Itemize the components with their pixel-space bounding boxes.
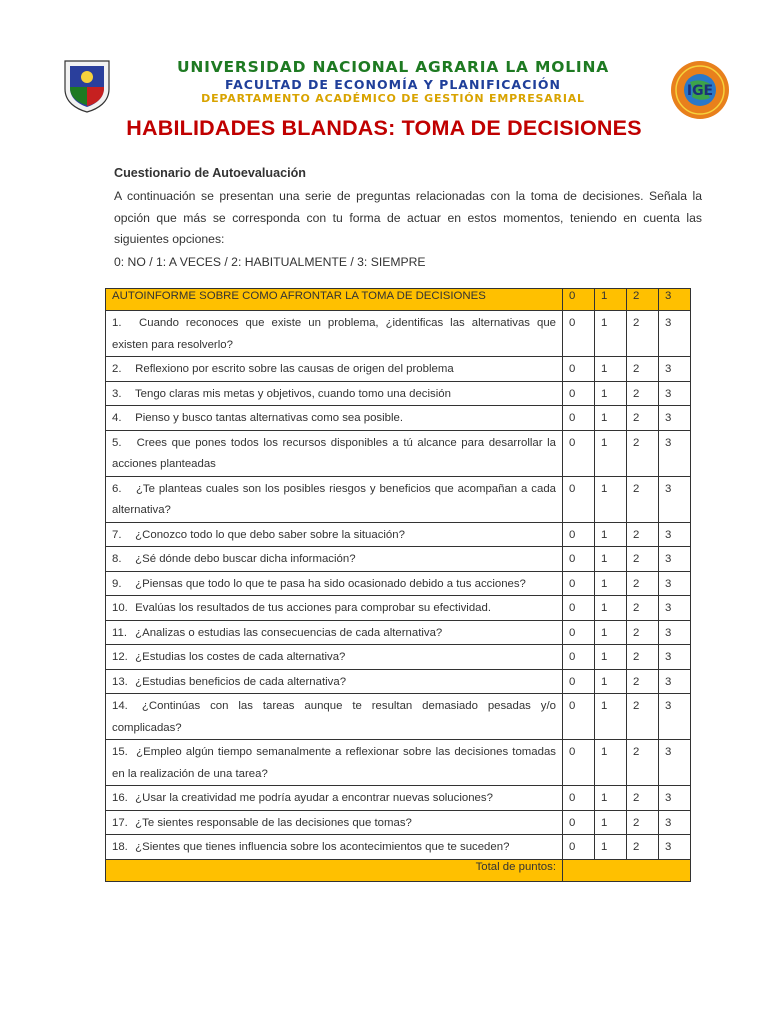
option-cell-1[interactable]: 1 xyxy=(595,669,627,694)
option-cell-0[interactable]: 0 xyxy=(563,620,595,645)
option-cell-1[interactable]: 1 xyxy=(595,311,627,357)
option-cell-2[interactable]: 2 xyxy=(627,669,659,694)
question-row xyxy=(106,357,691,382)
question-text-cell xyxy=(106,430,563,476)
table-header-row xyxy=(106,289,691,311)
option-cell-3[interactable]: 3 xyxy=(659,786,691,811)
option-cell-1[interactable]: 1 xyxy=(595,571,627,596)
option-cell-3[interactable]: 3 xyxy=(659,596,691,621)
question-number: 1. xyxy=(112,317,122,329)
option-cell-0[interactable]: 0 xyxy=(563,311,595,357)
question-text-cell xyxy=(106,522,563,547)
option-cell-0[interactable]: 0 xyxy=(563,406,595,431)
question-text-cell xyxy=(106,810,563,835)
option-cell-2[interactable]: 2 xyxy=(627,571,659,596)
option-cell-2[interactable]: 2 xyxy=(627,810,659,835)
total-score-cell[interactable] xyxy=(563,859,691,881)
question-number: 13. xyxy=(112,675,128,688)
option-cell-0[interactable]: 0 xyxy=(563,669,595,694)
option-header-1: 1 xyxy=(595,289,627,311)
option-cell-1[interactable]: 1 xyxy=(595,522,627,547)
option-cell-0[interactable]: 0 xyxy=(563,810,595,835)
university-name: UNIVERSIDAD NACIONAL AGRARIA LA MOLINA xyxy=(176,58,610,76)
option-cell-1[interactable]: 1 xyxy=(595,694,627,740)
option-cell-1[interactable]: 1 xyxy=(595,740,627,786)
question-number: 2. xyxy=(112,363,122,375)
question-number: 6. xyxy=(112,482,122,495)
option-cell-2[interactable]: 2 xyxy=(627,406,659,431)
option-cell-2[interactable]: 2 xyxy=(627,381,659,406)
question-number: 18. xyxy=(112,841,128,853)
option-cell-1[interactable]: 1 xyxy=(595,835,627,860)
option-cell-1[interactable]: 1 xyxy=(595,357,627,382)
option-cell-3[interactable]: 3 xyxy=(659,430,691,476)
option-cell-1[interactable]: 1 xyxy=(595,810,627,835)
option-cell-3[interactable]: 3 xyxy=(659,476,691,522)
question-number: 16. xyxy=(112,792,128,804)
question-text-cell xyxy=(106,620,563,645)
question-text: ¿Estudias los costes de cada alternativa? xyxy=(135,651,346,663)
option-cell-0[interactable]: 0 xyxy=(563,645,595,670)
question-row xyxy=(106,571,691,596)
question-row xyxy=(106,476,691,522)
question-text-cell xyxy=(106,740,563,786)
question-text-cell xyxy=(106,786,563,811)
question-text-cell xyxy=(106,596,563,621)
option-cell-1[interactable]: 1 xyxy=(595,430,627,476)
option-cell-2[interactable]: 2 xyxy=(627,835,659,860)
option-cell-3[interactable]: 3 xyxy=(659,522,691,547)
option-cell-1[interactable]: 1 xyxy=(595,645,627,670)
option-cell-0[interactable]: 0 xyxy=(563,571,595,596)
question-row xyxy=(106,596,691,621)
option-cell-3[interactable]: 3 xyxy=(659,357,691,382)
option-cell-0[interactable]: 0 xyxy=(563,596,595,621)
option-cell-0[interactable]: 0 xyxy=(563,476,595,522)
document-title: HABILIDADES BLANDAS: TOMA DE DECISIONES xyxy=(126,116,642,140)
faculty-name: FACULTAD DE ECONOMÍA Y PLANIFICACIÓN xyxy=(224,77,562,92)
option-cell-0[interactable]: 0 xyxy=(563,381,595,406)
department-name: DEPARTAMENTO ACADÉMICO DE GESTIÓN EMPRESARIAL xyxy=(201,92,585,105)
question-number: 9. xyxy=(112,577,122,590)
option-cell-2[interactable]: 2 xyxy=(627,645,659,670)
question-text-cell xyxy=(106,571,563,596)
option-cell-0[interactable]: 0 xyxy=(563,522,595,547)
option-cell-2[interactable]: 2 xyxy=(627,620,659,645)
question-number: 17. xyxy=(112,816,128,829)
question-row xyxy=(106,645,691,670)
ige-seal-logo xyxy=(668,60,732,120)
question-number: 12. xyxy=(112,651,128,663)
university-crest-logo xyxy=(62,57,112,113)
questionnaire-subtitle: Cuestionario de Autoevaluación xyxy=(114,166,306,180)
option-cell-0[interactable]: 0 xyxy=(563,786,595,811)
total-row xyxy=(106,859,691,881)
question-row xyxy=(106,740,691,786)
question-text: ¿Estudias beneficios de cada alternativa? xyxy=(135,675,347,688)
question-number: 10. xyxy=(112,602,128,614)
option-cell-3[interactable]: 3 xyxy=(659,620,691,645)
question-row xyxy=(106,810,691,835)
option-cell-2[interactable]: 2 xyxy=(627,740,659,786)
question-text-cell xyxy=(106,694,563,740)
question-text: ¿Conozco todo lo que debo saber sobre la situación? xyxy=(135,528,405,541)
question-row xyxy=(106,786,691,811)
option-header-0: 0 xyxy=(563,289,595,311)
question-number: 3. xyxy=(112,387,122,400)
option-cell-3[interactable]: 3 xyxy=(659,694,691,740)
question-text: ¿Te sientes responsable de las decisiones que tomas? xyxy=(135,816,412,829)
question-row xyxy=(106,381,691,406)
question-number: 14. xyxy=(112,700,128,712)
question-text-cell xyxy=(106,669,563,694)
option-cell-3[interactable]: 3 xyxy=(659,810,691,835)
option-cell-1[interactable]: 1 xyxy=(595,381,627,406)
question-row xyxy=(106,430,691,476)
question-row xyxy=(106,835,691,860)
question-number: 15. xyxy=(112,746,128,758)
question-text: ¿Sientes que tienes influencia sobre los acontecimientos que te suceden? xyxy=(135,841,510,853)
option-cell-2[interactable]: 2 xyxy=(627,786,659,811)
option-cell-3[interactable]: 3 xyxy=(659,571,691,596)
option-cell-2[interactable]: 2 xyxy=(627,522,659,547)
question-text-cell xyxy=(106,547,563,572)
question-number: 7. xyxy=(112,528,122,541)
option-cell-2[interactable]: 2 xyxy=(627,596,659,621)
document-header xyxy=(0,0,768,120)
question-number: 8. xyxy=(112,553,122,565)
question-text: Tengo claras mis metas y objetivos, cuando tomo una decisión xyxy=(134,387,451,400)
instructions-paragraph: A continuación se presentan una serie de preguntas relacionadas con la toma de decisiones. Señala la opción que más se corresponda con tu forma de actuar en estos momentos, teniendo en cuenta las siguientes opciones: xyxy=(114,189,702,246)
question-row xyxy=(106,522,691,547)
question-text-cell xyxy=(106,311,563,357)
option-cell-2[interactable]: 2 xyxy=(627,694,659,740)
question-row xyxy=(106,620,691,645)
option-cell-0[interactable]: 0 xyxy=(563,694,595,740)
question-text: ¿Sé dónde debo buscar dicha información? xyxy=(135,553,356,565)
option-cell-0[interactable]: 0 xyxy=(563,740,595,786)
questionnaire-table xyxy=(105,288,691,882)
option-header-3: 3 xyxy=(659,289,691,311)
option-cell-3[interactable]: 3 xyxy=(659,669,691,694)
option-cell-0[interactable]: 0 xyxy=(563,835,595,860)
option-cell-3[interactable]: 3 xyxy=(659,547,691,572)
option-cell-2[interactable]: 2 xyxy=(627,357,659,382)
option-cell-3[interactable]: 3 xyxy=(659,740,691,786)
question-text: ¿Te planteas cuales son los posibles riesgos y beneficios que acompañan a cada alternativa? xyxy=(112,482,556,516)
option-cell-1[interactable]: 1 xyxy=(595,620,627,645)
option-cell-3[interactable]: 3 xyxy=(659,835,691,860)
question-text: ¿Continúas con las tareas aunque te resultan demasiado pesadas y/o complicadas? xyxy=(112,700,556,734)
question-text-cell xyxy=(106,476,563,522)
question-text: ¿Analizas o estudias las consecuencias de cada alternativa? xyxy=(135,626,443,639)
option-cell-0[interactable]: 0 xyxy=(563,547,595,572)
question-text-cell xyxy=(106,645,563,670)
question-row xyxy=(106,669,691,694)
option-cell-1[interactable]: 1 xyxy=(595,596,627,621)
question-row xyxy=(106,311,691,357)
option-cell-1[interactable]: 1 xyxy=(595,786,627,811)
question-number: 5. xyxy=(112,436,122,449)
question-text: Crees que pones todos los recursos disponibles a tú alcance para desarrollar la acciones planteadas xyxy=(112,436,556,470)
question-row xyxy=(106,406,691,431)
question-text: Pienso y busco tantas alternativas como sea posible. xyxy=(135,412,404,424)
question-text-cell xyxy=(106,406,563,431)
question-text: ¿Empleo algún tiempo semanalmente a reflexionar sobre las decisiones tomadas en la realización de una tarea? xyxy=(112,746,556,780)
question-row xyxy=(106,547,691,572)
options-legend: 0: NO / 1: A VECES / 2: HABITUALMENTE / 3: SIEMPRE xyxy=(114,254,426,269)
option-cell-0[interactable]: 0 xyxy=(563,430,595,476)
option-cell-2[interactable]: 2 xyxy=(627,311,659,357)
question-row xyxy=(106,694,691,740)
option-cell-3[interactable]: 3 xyxy=(659,645,691,670)
option-cell-1[interactable]: 1 xyxy=(595,547,627,572)
question-text: Evalúas los resultados de tus acciones para comprobar su efectividad. xyxy=(135,602,492,614)
question-number: 4. xyxy=(112,412,122,424)
option-cell-0[interactable]: 0 xyxy=(563,357,595,382)
option-header-2: 2 xyxy=(627,289,659,311)
option-cell-3[interactable]: 3 xyxy=(659,381,691,406)
question-text: ¿Usar la creatividad me podría ayudar a encontrar nuevas soluciones? xyxy=(135,792,493,804)
question-text-cell xyxy=(106,381,563,406)
total-label: Total de puntos: xyxy=(106,859,563,881)
option-cell-2[interactable]: 2 xyxy=(627,430,659,476)
table-header-title: AUTOINFORME SOBRE COMO AFRONTAR LA TOMA DE DECISIONES xyxy=(106,289,563,311)
option-cell-1[interactable]: 1 xyxy=(595,476,627,522)
question-text-cell xyxy=(106,835,563,860)
option-cell-2[interactable]: 2 xyxy=(627,476,659,522)
question-number: 11. xyxy=(112,626,127,639)
option-cell-1[interactable]: 1 xyxy=(595,406,627,431)
questionnaire-intro xyxy=(114,166,702,273)
option-cell-2[interactable]: 2 xyxy=(627,547,659,572)
question-text: ¿Piensas que todo lo que te pasa ha sido ocasionado debido a tus acciones? xyxy=(135,577,526,590)
option-cell-3[interactable]: 3 xyxy=(659,406,691,431)
question-text: Reflexiono por escrito sobre las causas de origen del problema xyxy=(135,363,454,375)
question-text: Cuando reconoces que existe un problema, ¿identificas las alternativas que existen para resolverlo? xyxy=(112,317,556,351)
option-cell-3[interactable]: 3 xyxy=(659,311,691,357)
svg-text:IGE: IGE xyxy=(686,83,714,99)
question-text-cell xyxy=(106,357,563,382)
